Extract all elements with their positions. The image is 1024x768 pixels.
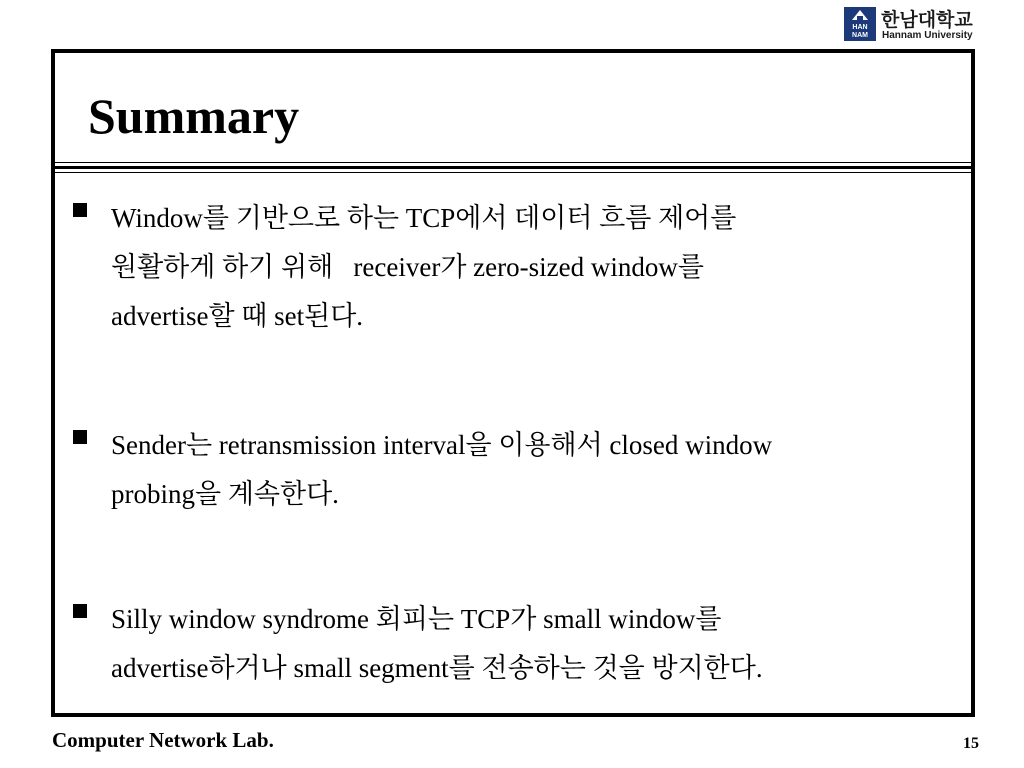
footer-lab-name: Computer Network Lab. — [52, 728, 274, 752]
title-divider-thin-bottom — [55, 172, 971, 173]
title-divider-thick — [55, 166, 971, 169]
emblem-text-bottom: NAM — [852, 32, 868, 39]
bullet-line: probing을 계속한다. — [111, 479, 339, 509]
university-logo — [844, 7, 984, 43]
emblem-text-top: HAN — [852, 24, 868, 31]
bullet-line: advertise하거나 small segment를 전송하는 것을 방지한다. — [111, 653, 763, 683]
logo-english-name: Hannam University — [882, 30, 973, 41]
university-emblem-icon — [844, 7, 876, 41]
bullet-line: 원활하게 하기 위해 receiver가 zero-sized window를 — [111, 252, 704, 282]
page-number: 15 — [963, 735, 979, 752]
bullet-text — [111, 421, 959, 519]
bullet-text — [111, 595, 959, 693]
square-bullet-icon — [73, 430, 87, 444]
bullet-line: advertise할 때 set된다. — [111, 301, 364, 331]
square-bullet-icon — [73, 203, 87, 217]
logo-korean-name: 한남대학교 — [881, 9, 973, 31]
square-bullet-icon — [73, 604, 87, 618]
bullet-line: Silly window syndrome 회피는 TCP가 small window를 — [111, 604, 722, 634]
bullet-text — [111, 194, 959, 341]
slide-frame — [51, 49, 975, 717]
bullet-line: Sender는 retransmission interval을 이용해서 closed window — [111, 430, 773, 460]
bullet-line: Window를 기반으로 하는 TCP에서 데이터 흐름 제어를 — [111, 203, 737, 233]
slide-title: Summary — [88, 88, 300, 144]
title-divider-thin-top — [55, 162, 971, 163]
